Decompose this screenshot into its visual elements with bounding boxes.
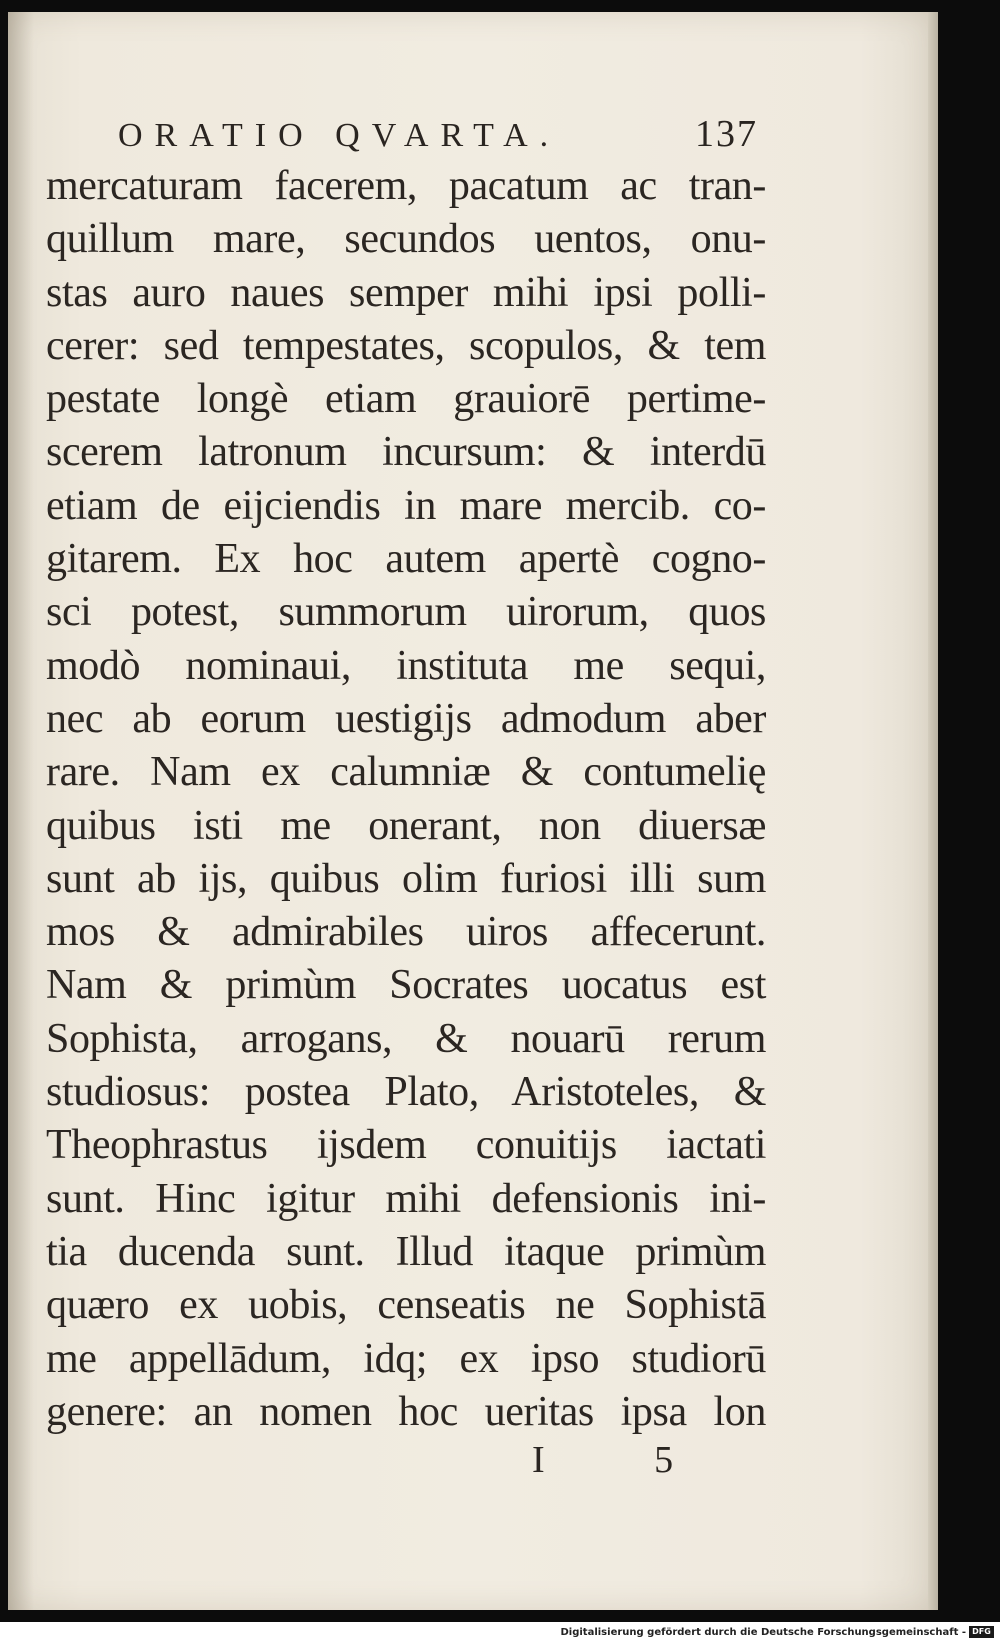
dfg-logo: DFG bbox=[969, 1626, 994, 1638]
running-head bbox=[118, 112, 758, 162]
text-line: gitarem. Ex hoc autem apertè cogno- bbox=[46, 536, 766, 583]
footer-bar bbox=[0, 1622, 1000, 1644]
text-line: rare. Nam ex calumniæ & contumelię bbox=[46, 749, 766, 796]
footer-credit: Digitalisierung gefördert durch die Deutsche Forschungsgemeinschaft - bbox=[560, 1627, 966, 1638]
text-line: quæro ex uobis, censeatis ne Sophistā bbox=[46, 1282, 766, 1329]
text-line: quillum mare, secundos uentos, onu- bbox=[46, 216, 766, 263]
text-line: nec ab eorum uestigijs admodum aber bbox=[46, 695, 766, 742]
text-line: stas auro naues semper mihi ipsi polli- bbox=[46, 269, 766, 316]
text-line: studiosus: postea Plato, Aristoteles, & bbox=[46, 1069, 766, 1116]
spine-shadow bbox=[8, 12, 34, 1610]
text-line: mos & admirabiles uiros affecerunt. bbox=[46, 909, 766, 956]
text-line: me appellādum, idq; ex ipso studiorū bbox=[46, 1335, 766, 1382]
text-line: Sophista, arrogans, & nouarū rerum bbox=[46, 1015, 766, 1062]
text-line: genere: an nomen hoc ueritas ipsa lon bbox=[46, 1388, 766, 1435]
text-line: Nam & primùm Socrates uocatus est bbox=[46, 962, 766, 1009]
page-number: 137 bbox=[695, 113, 758, 155]
text-line: etiam de eijciendis in mare mercib. co- bbox=[46, 482, 766, 529]
body-text bbox=[46, 160, 766, 1439]
text-line: sci potest, summorum uirorum, quos bbox=[46, 589, 766, 636]
text-line: mercaturam facerem, pacatum ac tran- bbox=[46, 163, 766, 209]
text-line: sunt. Hinc igitur mihi defensionis ini- bbox=[46, 1175, 766, 1222]
text-line: pestate longè etiam grauiorē pertime- bbox=[46, 376, 766, 423]
text-line: Theophrastus ijsdem conuitijs iactati bbox=[46, 1122, 766, 1169]
signature-mark: I 5 bbox=[532, 1439, 724, 1481]
text-line: cerer: sed tempestates, scopulos, & tem bbox=[46, 322, 766, 369]
text-line: sunt ab ijs, quibus olim furiosi illi sum bbox=[46, 855, 766, 902]
text-line: tia ducenda sunt. Illud itaque primùm bbox=[46, 1228, 766, 1275]
running-title: ORATIO QVARTA. bbox=[118, 117, 561, 154]
text-line: scerem latronum incursum: & interdū bbox=[46, 429, 766, 476]
text-line: modò nominaui, instituta me sequi, bbox=[46, 642, 766, 689]
text-line: quibus isti me onerant, non diuersæ bbox=[46, 802, 766, 849]
